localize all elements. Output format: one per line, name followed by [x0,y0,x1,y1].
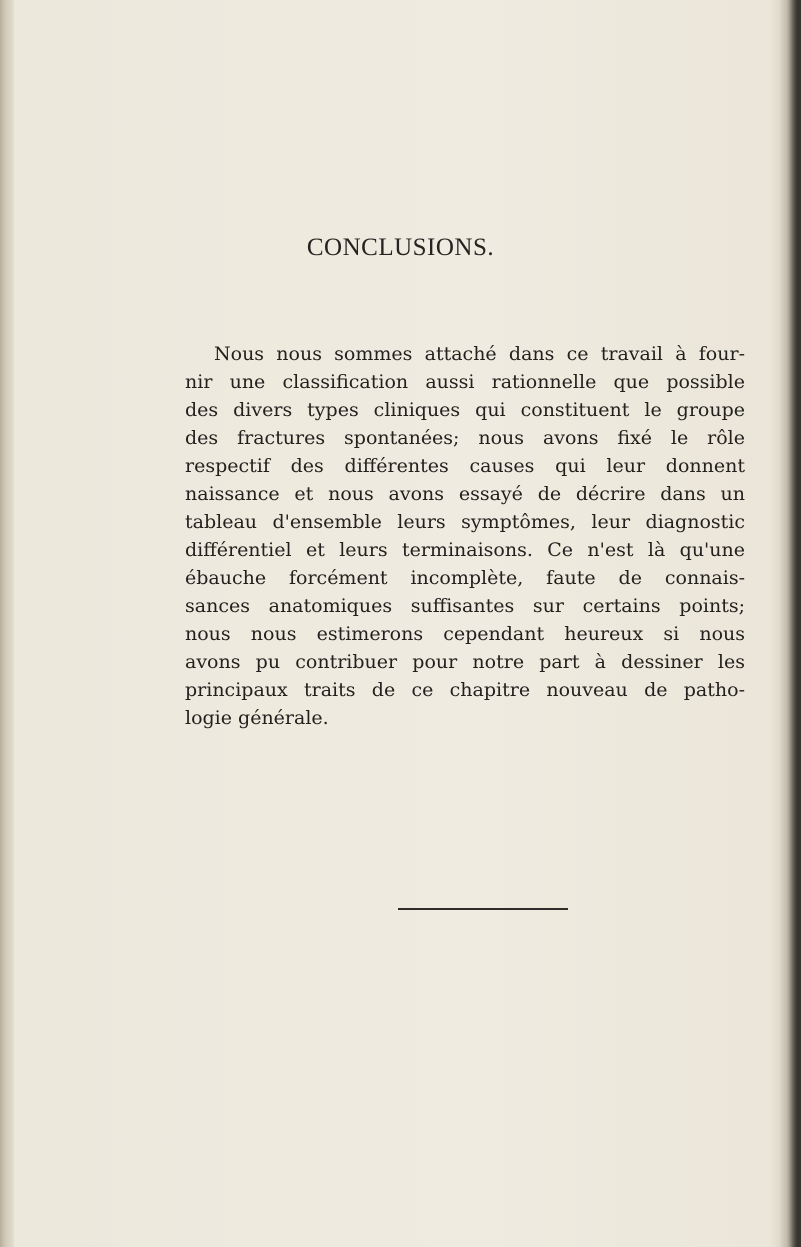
paragraph-line: respectif des différentes causes qui leur donnent [185,455,745,477]
paragraph-line: différentiel et leurs terminaisons. Ce n'est là qu'une [185,539,745,561]
paragraph-line: tableau d'ensemble leurs symptômes, leur diagnostic [185,511,745,533]
paragraph-line: des divers types cliniques qui constituent le groupe [185,399,745,421]
paragraph-line: naissance et nous avons essayé de décrire dans un [185,483,745,505]
page-title: CONCLUSIONS. [306,234,495,261]
paragraph-line: ébauche forcément incomplète, faute de connais- [185,567,745,589]
section-divider [398,908,568,910]
paragraph-line: Nous nous sommes attaché dans ce travail à four- [214,343,745,365]
paragraph-line: nir une classification aussi rationnelle que possible [185,371,745,393]
paragraph-line: nous nous estimerons cependant heureux si nous [185,623,745,645]
paragraph-line: principaux traits de ce chapitre nouveau de patho- [185,679,745,701]
page-edge-right [779,0,801,1247]
page-edge-left [0,0,14,1247]
paragraph-line: sances anatomiques suffisantes sur certains points; [185,595,745,617]
paragraph-line: avons pu contribuer pour notre part à dessiner les [185,651,745,673]
conclusion-paragraph [185,340,745,732]
paragraph-line: des fractures spontanées; nous avons fixé le rôle [185,427,745,449]
paragraph-line: logie générale. [185,707,329,729]
